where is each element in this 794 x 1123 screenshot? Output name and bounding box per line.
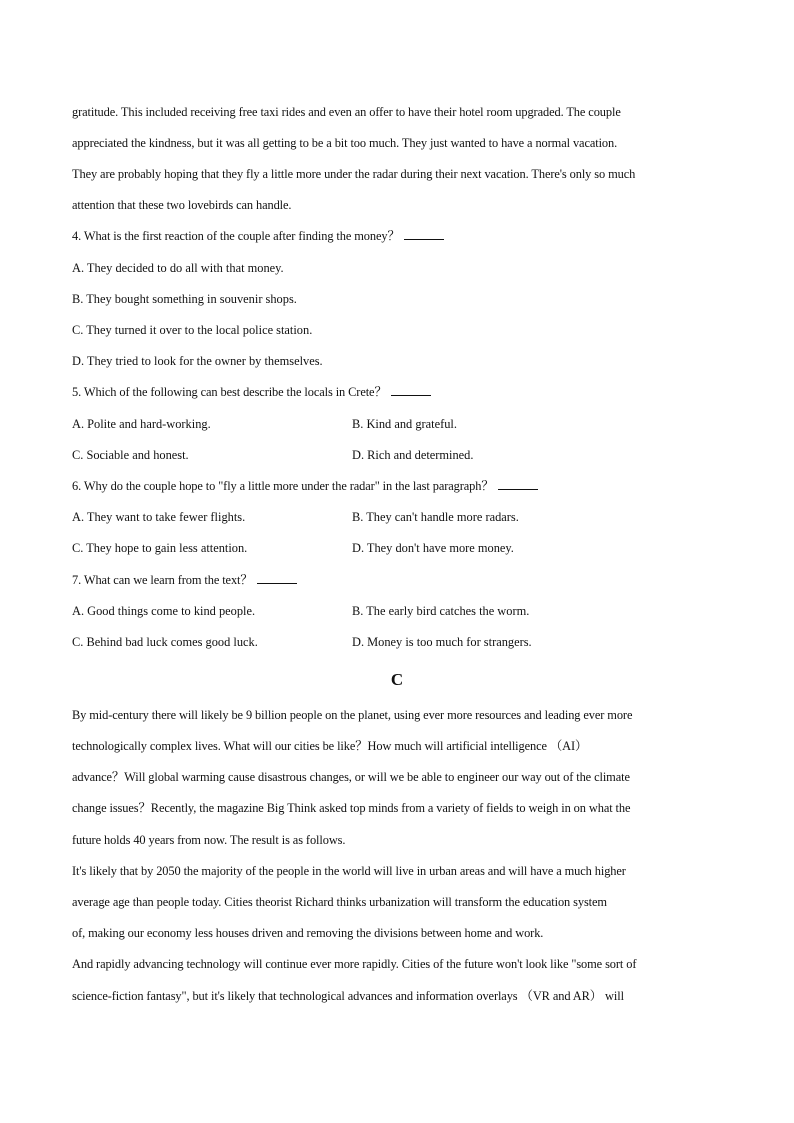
q5-option-c: C. Sociable and honest. xyxy=(72,448,189,462)
question-4-stem: 4. What is the first reaction of the couple after finding the money？ xyxy=(72,229,400,243)
passage-c-line: of, making our economy less houses driven and removing the divisions between home and work. xyxy=(72,926,544,940)
q5-option-a: A. Polite and hard-working. xyxy=(72,417,211,431)
passage-b-line: appreciated the kindness, but it was all getting to be a bit too much. They just wanted to have a normal vacation. xyxy=(72,136,618,150)
q6-option-a: A. They want to take fewer flights. xyxy=(72,510,246,524)
q6-option-b: B. They can't handle more radars. xyxy=(352,510,519,524)
q7-option-b: B. The early bird catches the worm. xyxy=(352,604,530,618)
q7-option-c: C. Behind bad luck comes good luck. xyxy=(72,635,258,649)
passage-c-line: science-fiction fantasy", but it's likely that technological advances and information overlays （VR and AR） will xyxy=(72,989,624,1003)
passage-b-line: They are probably hoping that they fly a little more under the radar during their next vacation. There's only so much xyxy=(72,167,636,181)
passage-c-line: technologically complex lives. What will our cities be like？How much will artificial intelligence （AI） xyxy=(72,739,588,753)
q7-option-a: A. Good things come to kind people. xyxy=(72,604,256,618)
question-7-stem: 7. What can we learn from the text？ xyxy=(72,573,253,587)
q4-option-a: A. They decided to do all with that money. xyxy=(72,261,284,275)
q5-option-b: B. Kind and grateful. xyxy=(352,417,457,431)
passage-c-line: And rapidly advancing technology will continue ever more rapidly. Cities of the future won't look like "some sort of xyxy=(72,957,637,971)
question-4 xyxy=(72,228,732,244)
q6-option-d: D. They don't have more money. xyxy=(352,541,514,555)
q4-option-d: D. They tried to look for the owner by themselves. xyxy=(72,354,323,368)
question-6 xyxy=(72,478,732,494)
passage-c-line: By mid-century there will likely be 9 billion people on the planet, using ever more resources and leading ever more xyxy=(72,708,633,722)
question-7 xyxy=(72,572,732,588)
q6-option-c: C. They hope to gain less attention. xyxy=(72,541,248,555)
q5-option-d: D. Rich and determined. xyxy=(352,448,474,462)
question-5-stem: 5. Which of the following can best describe the locals in Crete？ xyxy=(72,385,387,399)
passage-c-line: average age than people today. Cities theorist Richard thinks urbanization will transform the education system xyxy=(72,895,607,909)
passage-c-line: advance？Will global warming cause disastrous changes, or will we be able to engineer our way out of the climate xyxy=(72,770,630,784)
question-6-stem: 6. Why do the couple hope to "fly a little more under the radar" in the last paragraph？ xyxy=(72,479,494,493)
passage-c-line: change issues？Recently, the magazine Big Think asked top minds from a variety of fields to weigh in on what the xyxy=(72,801,631,815)
section-heading-c: C xyxy=(390,670,404,689)
q4-option-b: B. They bought something in souvenir shops. xyxy=(72,292,297,306)
answer-blank xyxy=(391,385,431,396)
passage-c-line: It's likely that by 2050 the majority of the people in the world will live in urban areas and will have a much higher xyxy=(72,864,626,878)
q7-option-d: D. Money is too much for strangers. xyxy=(352,635,532,649)
answer-blank xyxy=(498,479,538,490)
passage-b-line: gratitude. This included receiving free taxi rides and even an offer to have their hotel room upgraded. The couple xyxy=(72,105,621,119)
answer-blank xyxy=(404,229,444,240)
passage-c-line: future holds 40 years from now. The result is as follows. xyxy=(72,833,346,847)
question-5 xyxy=(72,384,732,400)
answer-blank xyxy=(257,573,297,584)
passage-b-line: attention that these two lovebirds can handle. xyxy=(72,198,292,212)
q4-option-c: C. They turned it over to the local police station. xyxy=(72,323,313,337)
